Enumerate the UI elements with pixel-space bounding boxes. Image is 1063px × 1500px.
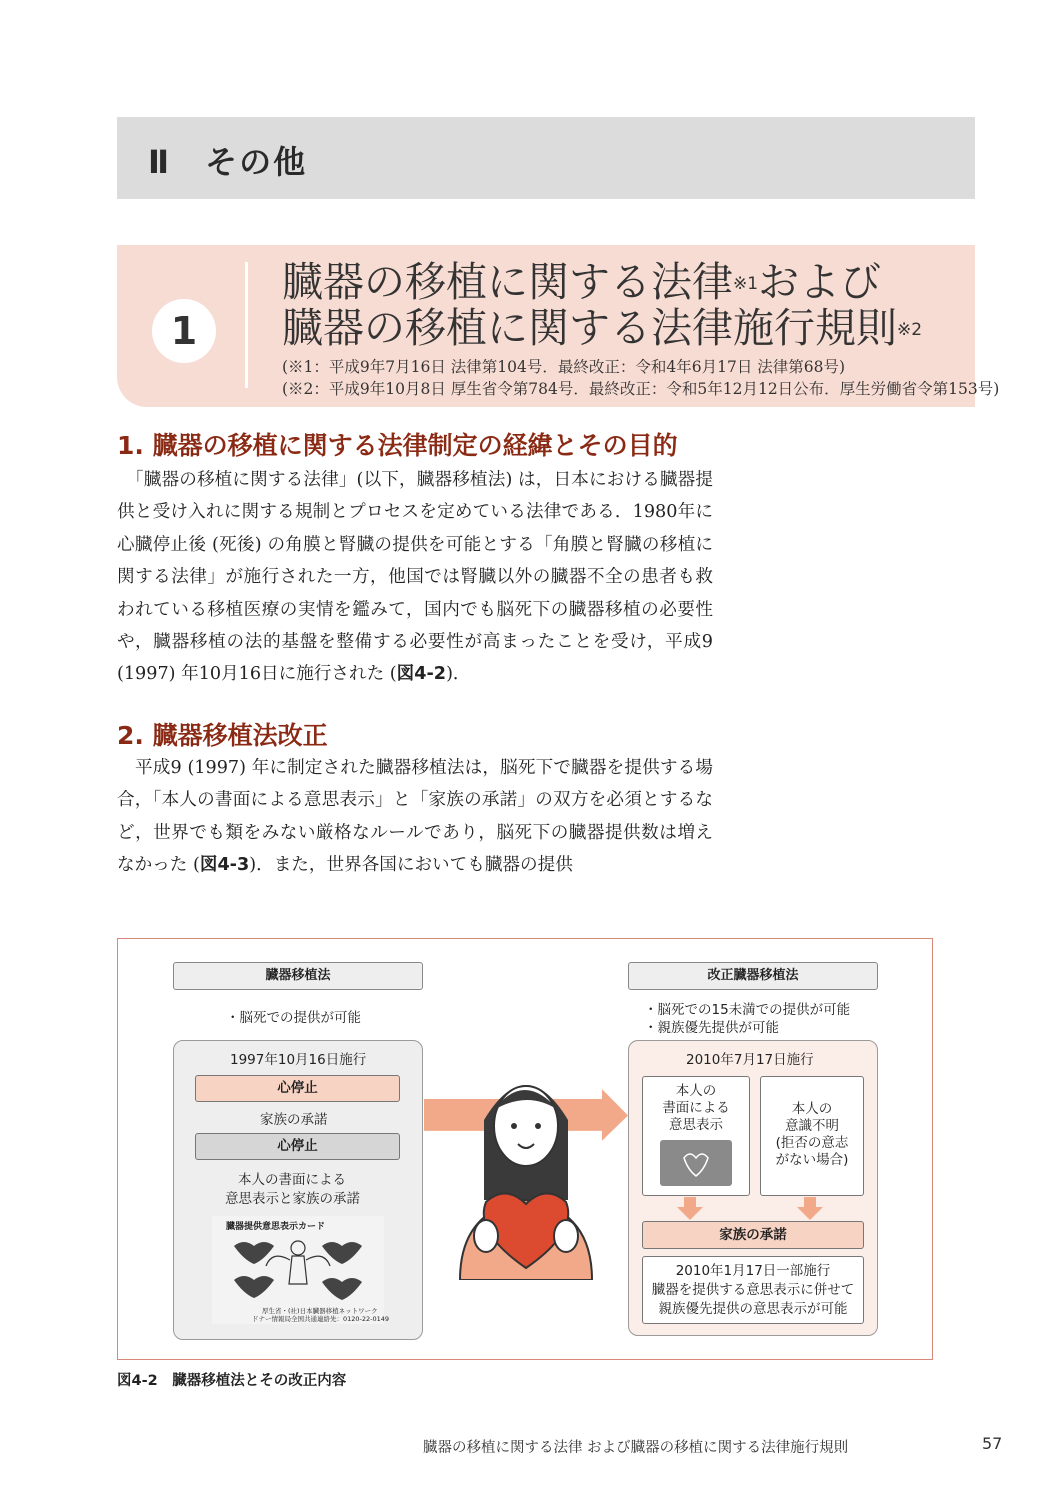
written-intent-box: [642, 1076, 750, 1196]
section-heading-2: 2. 臓器移植法改正: [117, 721, 328, 750]
unconscious-line3: (拒否の意志: [775, 1135, 849, 1151]
donor-card-footer-2: ドナー情報局全国共通連絡先：0120-22-0149: [252, 1315, 390, 1323]
family-consent-text: 家族の承諾: [260, 1112, 328, 1128]
label-revised-law: 改正臓器移植法: [628, 962, 878, 990]
chapter-note-1: (※1：平成9年7月16日 法律第104号．最終改正：令和4年6月17日 法律第68号): [282, 358, 846, 376]
chapter-title-line1: [282, 258, 881, 306]
section-body-2: [117, 752, 713, 882]
written-intent-line1: 本人の: [675, 1083, 717, 1099]
new-donor-card-image: [660, 1140, 732, 1186]
cardiac-arrest-box-2: 心停止: [195, 1133, 400, 1160]
donor-card-footer-1: 厚生省・(社)日本臓器移植ネットワーク: [262, 1307, 378, 1315]
unconscious-line1: 本人の: [791, 1101, 833, 1117]
chapter-note-mark2: ※2: [897, 320, 923, 340]
chapter-note-mark1: ※1: [733, 274, 759, 294]
unconscious-line4: がない場合): [775, 1152, 849, 1168]
section2-text: 平成9 (1997) 年に制定された臓器移植法は，脳死下で臓器を提供する場合，「本人の書面による意思表示」と「家族の承諾」の双方を必須とするなど，世界でも類をみない厳格なルールであり，脳死下の臓器提供数は増えなかった (: [117, 758, 713, 876]
written-intent-line3: 意思表示: [669, 1117, 723, 1133]
cardiac-arrest-box-1: 心停止: [195, 1075, 400, 1102]
priority-provision-box: [642, 1256, 864, 1324]
heart-icon: [660, 1140, 732, 1186]
section1-text: 「臓器の移植に関する法律」(以下，臓器移植法) は，日本における臓器提供と受け入れに関する規制とプロセスを定めている法律である．1980年に心臓停止後 (死後) の角膜と腎臓の提供を可能とする「角膜と腎臓の移植に関する法律」が施行された一方，他国では腎臓以外の臓器不全の患者も救われている移植医療の実情を鑑みて，国内でも脳死下の臓器移植の必要性や，臓器移植の法的基盤を整備する必要性が高まったことを受け，平成9 (1997) 年10月16日に施行された (: [117, 470, 713, 685]
part-title: Ⅱ その他: [148, 143, 308, 181]
donor-card-title: 臓器提供意思表示カード: [226, 1222, 326, 1232]
running-footer: 臓器の移植に関する法律 および臓器の移植に関する法律施行規則: [423, 1440, 849, 1456]
down-arrows: [676, 1197, 836, 1221]
page-number: 57: [982, 1434, 1003, 1453]
priority-line3: 親族優先提供の意思表示が可能: [658, 1301, 848, 1317]
chapter-title-line2: [282, 304, 922, 352]
right-bullet-2: ・親族優先提供が可能: [644, 1020, 779, 1036]
priority-line1: 2010年1月17日一部施行: [675, 1263, 831, 1279]
chapter-title-text2: 臓器の移植に関する法律施行規則: [282, 304, 897, 352]
chapter-divider: [245, 262, 248, 388]
figure-ref-4-3[interactable]: 図4-3: [199, 855, 250, 876]
family-consent-box: 家族の承諾: [642, 1221, 864, 1249]
written-consent-text-a: 本人の書面による: [238, 1172, 346, 1188]
right-date: 2010年7月17日施行: [686, 1052, 814, 1068]
written-intent-line2: 書面による: [662, 1100, 730, 1116]
section2-tail: )．また，世界各国においても臓器の提供: [249, 855, 573, 876]
down-arrow-left: [677, 1197, 703, 1220]
chapter-title-tail: および: [758, 258, 882, 306]
unconscious-line2: 意識不明: [785, 1118, 839, 1134]
donor-card-old: [212, 1216, 390, 1324]
left-bullet: ・脳死での提供が可能: [226, 1010, 361, 1026]
woman-with-heart-illustration: [424, 1040, 628, 1280]
down-arrow-right: [797, 1197, 823, 1220]
section1-tail: )．: [446, 664, 471, 685]
chapter-title-text1: 臓器の移植に関する法律: [282, 258, 733, 306]
written-consent-text-b: 意思表示と家族の承諾: [225, 1191, 360, 1207]
figure-caption: 図4-2 臓器移植法とその改正内容: [117, 1373, 347, 1389]
unconscious-box: [760, 1076, 864, 1196]
left-date: 1997年10月16日施行: [230, 1052, 367, 1068]
chapter-number: 1: [152, 299, 216, 363]
section-heading-1: 1. 臓器の移植に関する法律制定の経緯とその目的: [117, 431, 678, 460]
label-organ-law: 臓器移植法: [173, 962, 423, 990]
section-body-1: [117, 464, 713, 691]
chapter-note-2: (※2：平成9年10月8日 厚生省令第784号．最終改正：令和5年12月12日公布．厚生労働省令第153号): [282, 380, 1000, 398]
figure-ref-4-2[interactable]: 図4-2: [396, 664, 447, 685]
priority-line2: 臓器を提供する意思表示に併せて: [651, 1282, 855, 1298]
right-bullet-1: ・脳死での15未満での提供が可能: [644, 1002, 851, 1018]
